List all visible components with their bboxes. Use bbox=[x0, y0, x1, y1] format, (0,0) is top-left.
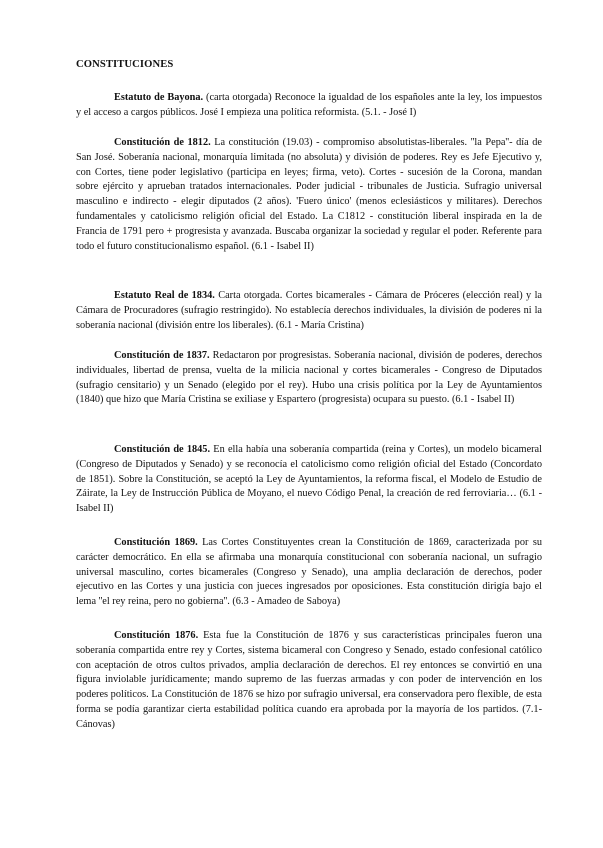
paragraph-heading: Constitución de 1845. bbox=[114, 444, 211, 455]
paragraph-heading: Estatuto Real de 1834. bbox=[114, 290, 215, 301]
paragraph-constitucion-1869 bbox=[76, 536, 542, 610]
paragraph-text: Las Cortes Constituyentes crean la Constitución de 1869, caracterizada por su carácter democrático. En ella se afirmaba una monarquía constitucional con soberanía nacional, un sufragio universal masculino, cortes bicamerales (Congreso y Senado), una amplia declaración de derechos, poder ejecutivo en las Cortes y una justicia con jueces ingresados por oposiciones. Esta constitución dirigía bajo el lema ''el rey reina, pero no gobierna''. (6.3 - Amadeo de Saboya) bbox=[76, 537, 542, 608]
paragraph-estatuto-real-1834 bbox=[76, 289, 542, 333]
paragraph-heading: Constitución 1876. bbox=[114, 630, 199, 641]
paragraph-text: En ella había una soberanía compartida (reina y Cortes), un modelo bicameral (Congreso de Diputados y Senado) y se reconocía el catolicismo como religión oficial del Estado (Concordato de 1851). Sobre la Constitución, se aceptó la Ley de Ayuntamientos, la reforma fiscal, el Modelo de Estudio de Záirate, la Ley de Instrucción Pública de Moyano, el nuevo Código Penal, la creación de red ferroviaria… (6.1 - Isabel II) bbox=[76, 444, 542, 515]
paragraph-text: (carta otorgada) Reconoce la igualdad de los españoles ante la ley, los impuestos y el acceso a cargos públicos. José I empieza una política reformista. (5.1. - José I) bbox=[76, 92, 542, 118]
paragraph-text: La constitución (19.03) - compromiso absolutistas-liberales. ''la Pepa''- día de San José. Soberanía nacional, monarquía limitada (no absoluta) y división de poderes. Rey es Jefe Ejecutivo y, con Cortes, tiene poder legislativo (participa en leyes; firma, veto). Cortes - sucesión de la Corona, mandan sobre ejército y aprueban tratados internacionales. Poder judicial - tribunales de Justicia. Sufragio universal masculino e indirecto - elegir diputados (2 años). 'Fuero único' (menos eclesiásticos y militares). Derechos fundamentales y catolicismo religión oficial del Estado. La C1812 - constitución liberal inspirada en la de Francia de 1791 pero + progresista y avanzada. Buscaba organizar la sociedad y regular el poder. Referente para todo el futuro constitucionalismo español. (6.1 - Isabel II) bbox=[76, 137, 542, 252]
paragraph-heading: Constitución de 1812. bbox=[114, 137, 211, 148]
paragraph-constitucion-1876 bbox=[76, 629, 542, 733]
paragraph-constitucion-1812 bbox=[76, 136, 542, 254]
paragraph-constitucion-1837 bbox=[76, 349, 542, 408]
paragraph-text: Esta fue la Constitución de 1876 y sus características principales fueron una soberanía compartida entre rey y Cortes, sistema bicameral con Congreso y Senado, estado confesional católico con aceptación de otros cultos privados, amplia declaración de derechos. El rey entonces se convirtió en una figura inviolable jurídicamente; mando supremo de las fuerzas armadas y con poder de intervención en los poderes políticos. La Constitución de 1876 se hizo por sufragio universal, era conservadora pero flexible, de esta forma se podía garantizar cierta estabilidad política cuando era aprobada por la mayoría de los partidos. (7.1-Cánovas) bbox=[76, 630, 542, 730]
paragraph-constitucion-1845 bbox=[76, 443, 542, 517]
paragraph-heading: Constitución de 1837. bbox=[114, 350, 210, 361]
paragraph-heading: Estatuto de Bayona. bbox=[114, 92, 204, 103]
page-title: CONSTITUCIONES bbox=[76, 59, 174, 70]
paragraph-heading: Constitución 1869. bbox=[114, 537, 198, 548]
paragraph-text: Carta otorgada. Cortes bicamerales - Cámara de Próceres (elección real) y la Cámara de Procuradores (sufragio restringido). No establecía derechos individuales, la división de poderes ni la soberanía nacional (división entre los liberales). (6.1 - María Cristina) bbox=[76, 290, 542, 331]
paragraph-estatuto-bayona bbox=[76, 91, 542, 121]
paragraph-text: Redactaron por progresistas. Soberanía nacional, división de poderes, derechos individuales, libertad de prensa, vuelta de la milicia nacional y cortes bicamerales - Congreso de Diputados (sufragio censitario) y un Senado (elegido por el rey). Hubo una crisis política por la Ley de Ayuntamientos (1840) que hizo que María Cristina se exiliase y Espartero (progresista) ocupara su puesto. (6.1 - Isabel II) bbox=[76, 350, 542, 406]
